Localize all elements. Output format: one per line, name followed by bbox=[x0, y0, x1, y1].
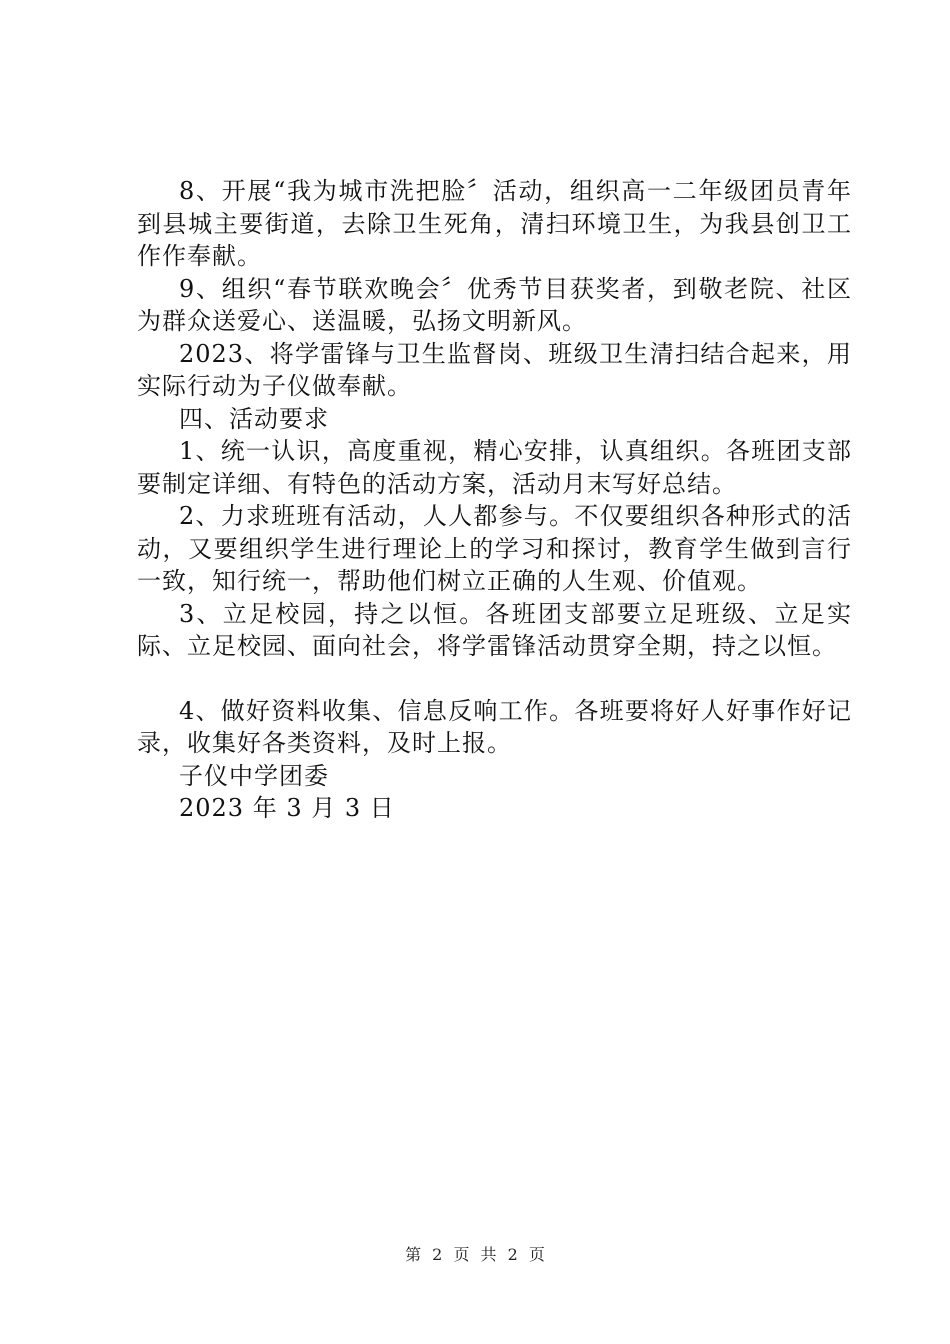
section-heading-requirements: 四、活动要求 bbox=[179, 404, 329, 433]
requirement-2: 2、力求班班有活动，人人都参与。不仅要组织各种形式的活动，又要组织学生进行理论上的学习和探讨，教育学生做到言行一致，知行统一，帮助他们树立正确的人生观、价值观。 bbox=[137, 502, 852, 595]
signature-organization: 子仪中学团委 bbox=[179, 761, 329, 790]
page-number-footer: 第 2 页 共 2 页 bbox=[405, 1245, 545, 1264]
signature-date: 2023 年 3 月 3 日 bbox=[179, 794, 395, 822]
paragraph-item-9: 9、组织“春节联欢晚会〞优秀节目获奖者，到敬老院、社区为群众送爱心、送温暖，弘扬文明新风。 bbox=[137, 274, 852, 335]
requirement-3: 3、立足校园，持之以恒。各班团支部要立足班级、立足实际、立足校园、面向社会，将学雷锋活动贯穿全期，持之以恒。 bbox=[137, 599, 852, 660]
requirement-4: 4、做好资料收集、信息反响工作。各班要将好人好事作好记录，收集好各类资料，及时上报。 bbox=[137, 696, 852, 757]
paragraph-item-2023: 2023、将学雷锋与卫生监督岗、班级卫生清扫结合起来，用实际行动为子仪做奉献。 bbox=[137, 339, 852, 400]
paragraph-item-8: 8、开展“我为城市洗把脸〞活动，组织高一二年级团员青年到县城主要街道，去除卫生死角，清扫环境卫生，为我县创卫工作作奉献。 bbox=[137, 177, 852, 270]
requirement-1: 1、统一认识，高度重视，精心安排，认真组织。各班团支部要制定详细、有特色的活动方案，活动月末写好总结。 bbox=[137, 437, 852, 498]
document-body bbox=[137, 175, 852, 825]
